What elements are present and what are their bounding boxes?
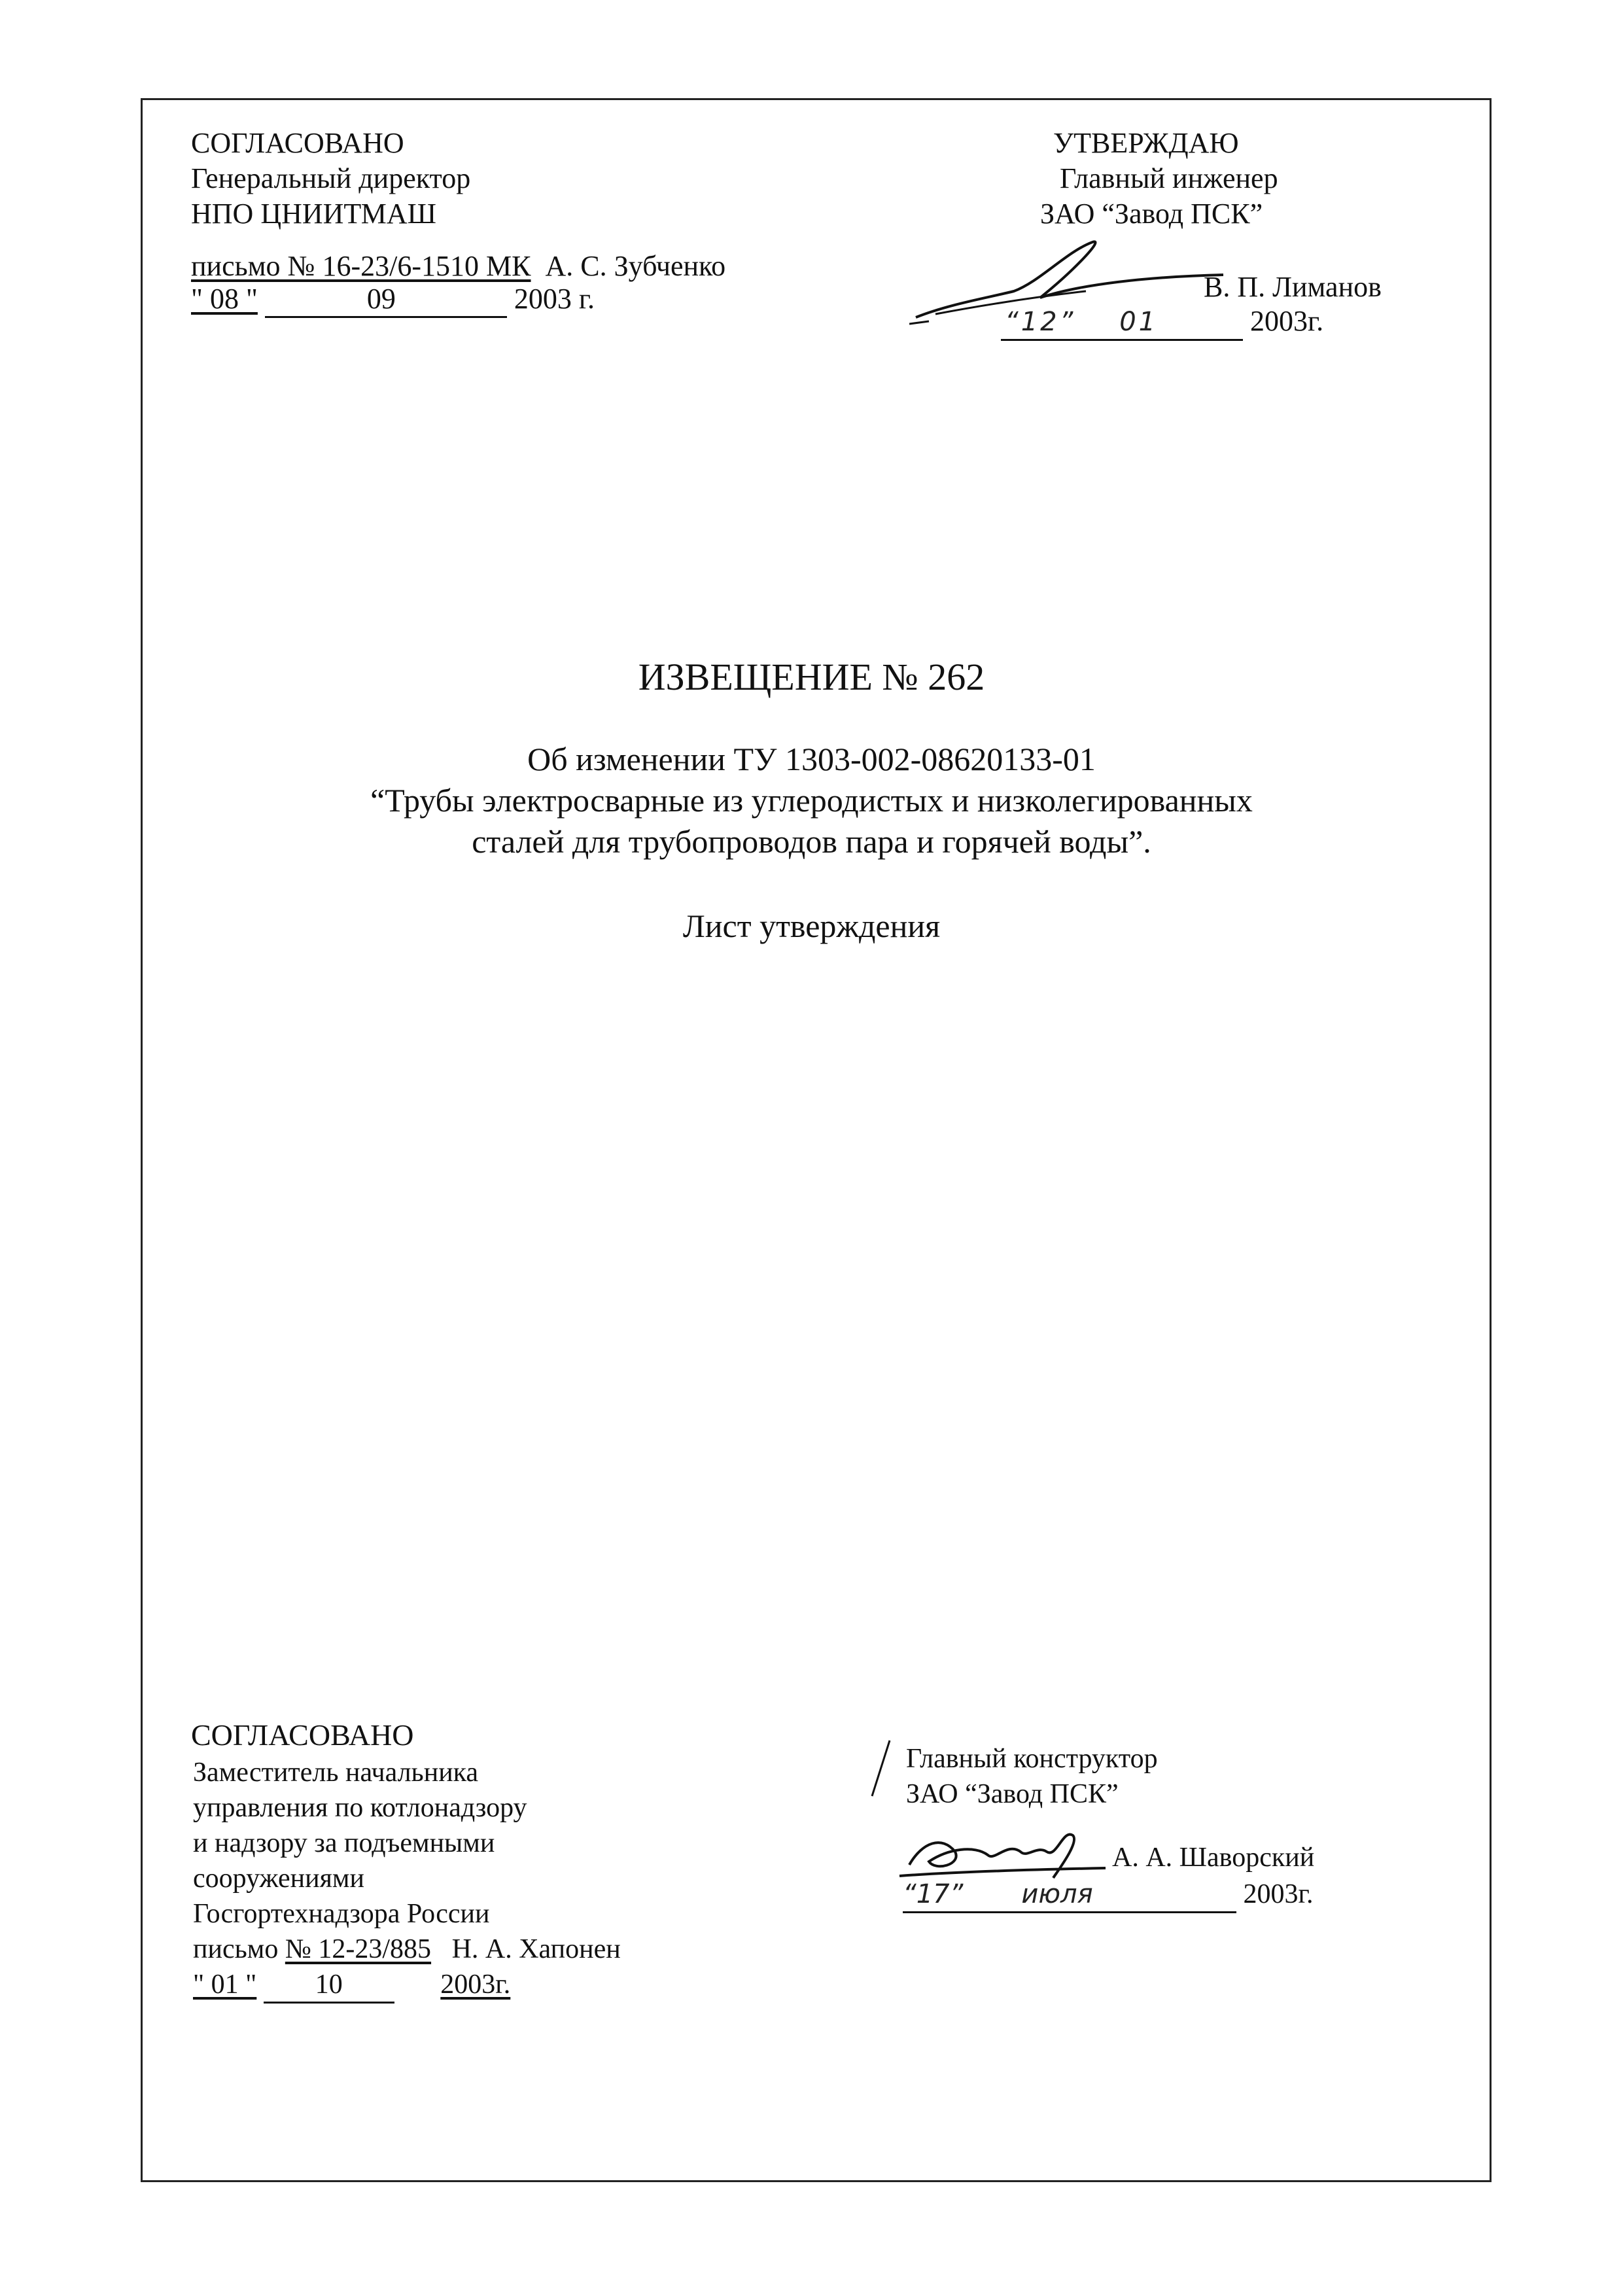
bottom-right-date [903,1877,1314,1913]
bottom-right-month: июля [1021,1879,1093,1909]
bottom-right-signer: А. А. Шаворский [1112,1843,1315,1873]
bottom-right-year: 2003г. [1243,1879,1314,1909]
top-right-org: ЗАО “Завод ПСК” [1040,198,1263,230]
top-left-letter: письмо № 16-23/6-1510 МК [191,250,531,282]
bottom-left-date [193,1968,510,2004]
notice-line-2: “Трубы электросварные из углеродистых и низколегированных [370,782,1253,819]
bottom-right-org: ЗАО “Завод ПСК” [906,1779,1119,1809]
top-left-signer: А. С. Зубченко [545,250,726,282]
top-left-heading: СОГЛАСОВАНО [191,127,404,159]
bottom-left-signer: Н. А. Хапонен [451,1934,621,1964]
bottom-left-year: 2003г. [440,1969,511,2000]
bottom-left-line-2: управления по котлонадзору [193,1793,527,1823]
top-left-day: " 08 " [191,283,258,315]
margin-slash-mark [867,1737,893,1799]
top-left-org: НПО ЦНИИТМАШ [191,198,437,230]
top-right-year: 2003г. [1250,305,1324,337]
bottom-left-heading: СОГЛАСОВАНО [191,1718,414,1752]
notice-sheet-label: Лист утверждения [682,908,941,944]
bottom-left-day: " 01 " [193,1969,257,2000]
top-right-position: Главный инженер [1060,162,1278,194]
top-left-year: 2003 г. [514,283,595,315]
top-right-month: 01 [1119,307,1159,337]
top-right-day: “12” [1005,307,1076,337]
bottom-left-line-3: и надзору за подъемными [193,1828,495,1858]
bottom-right-day: “17” [903,1879,964,1909]
top-left-date [191,282,595,318]
bottom-left-letter-no: № 12-23/885 [285,1934,432,1964]
bottom-right-position: Главный конструктор [906,1744,1158,1774]
top-right-heading: УТВЕРЖДАЮ [1053,127,1239,159]
bottom-left-line-1: Заместитель начальника [193,1757,479,1788]
top-right-signer: В. П. Лиманов [1204,271,1382,303]
bottom-left-month: 10 [264,1968,394,2004]
notice-line-1: Об изменении ТУ 1303-002-08620133-01 [527,741,1096,777]
bottom-left-letter-line [193,1932,621,1966]
top-left-letter-line [191,249,725,283]
top-left-month: 09 [265,282,507,318]
top-right-date [1001,304,1323,341]
bottom-left-line-5: Госгортехнадзора России [193,1899,490,1929]
notice-title: ИЗВЕЩЕНИЕ № 262 [638,656,985,698]
notice-line-3: сталей для трубопроводов пара и горячей воды”. [472,823,1151,860]
bottom-left-line-4: сооружениями [193,1863,364,1894]
bottom-left-letter-prefix: письмо [193,1934,285,1964]
top-left-position: Генеральный директор [191,162,471,194]
